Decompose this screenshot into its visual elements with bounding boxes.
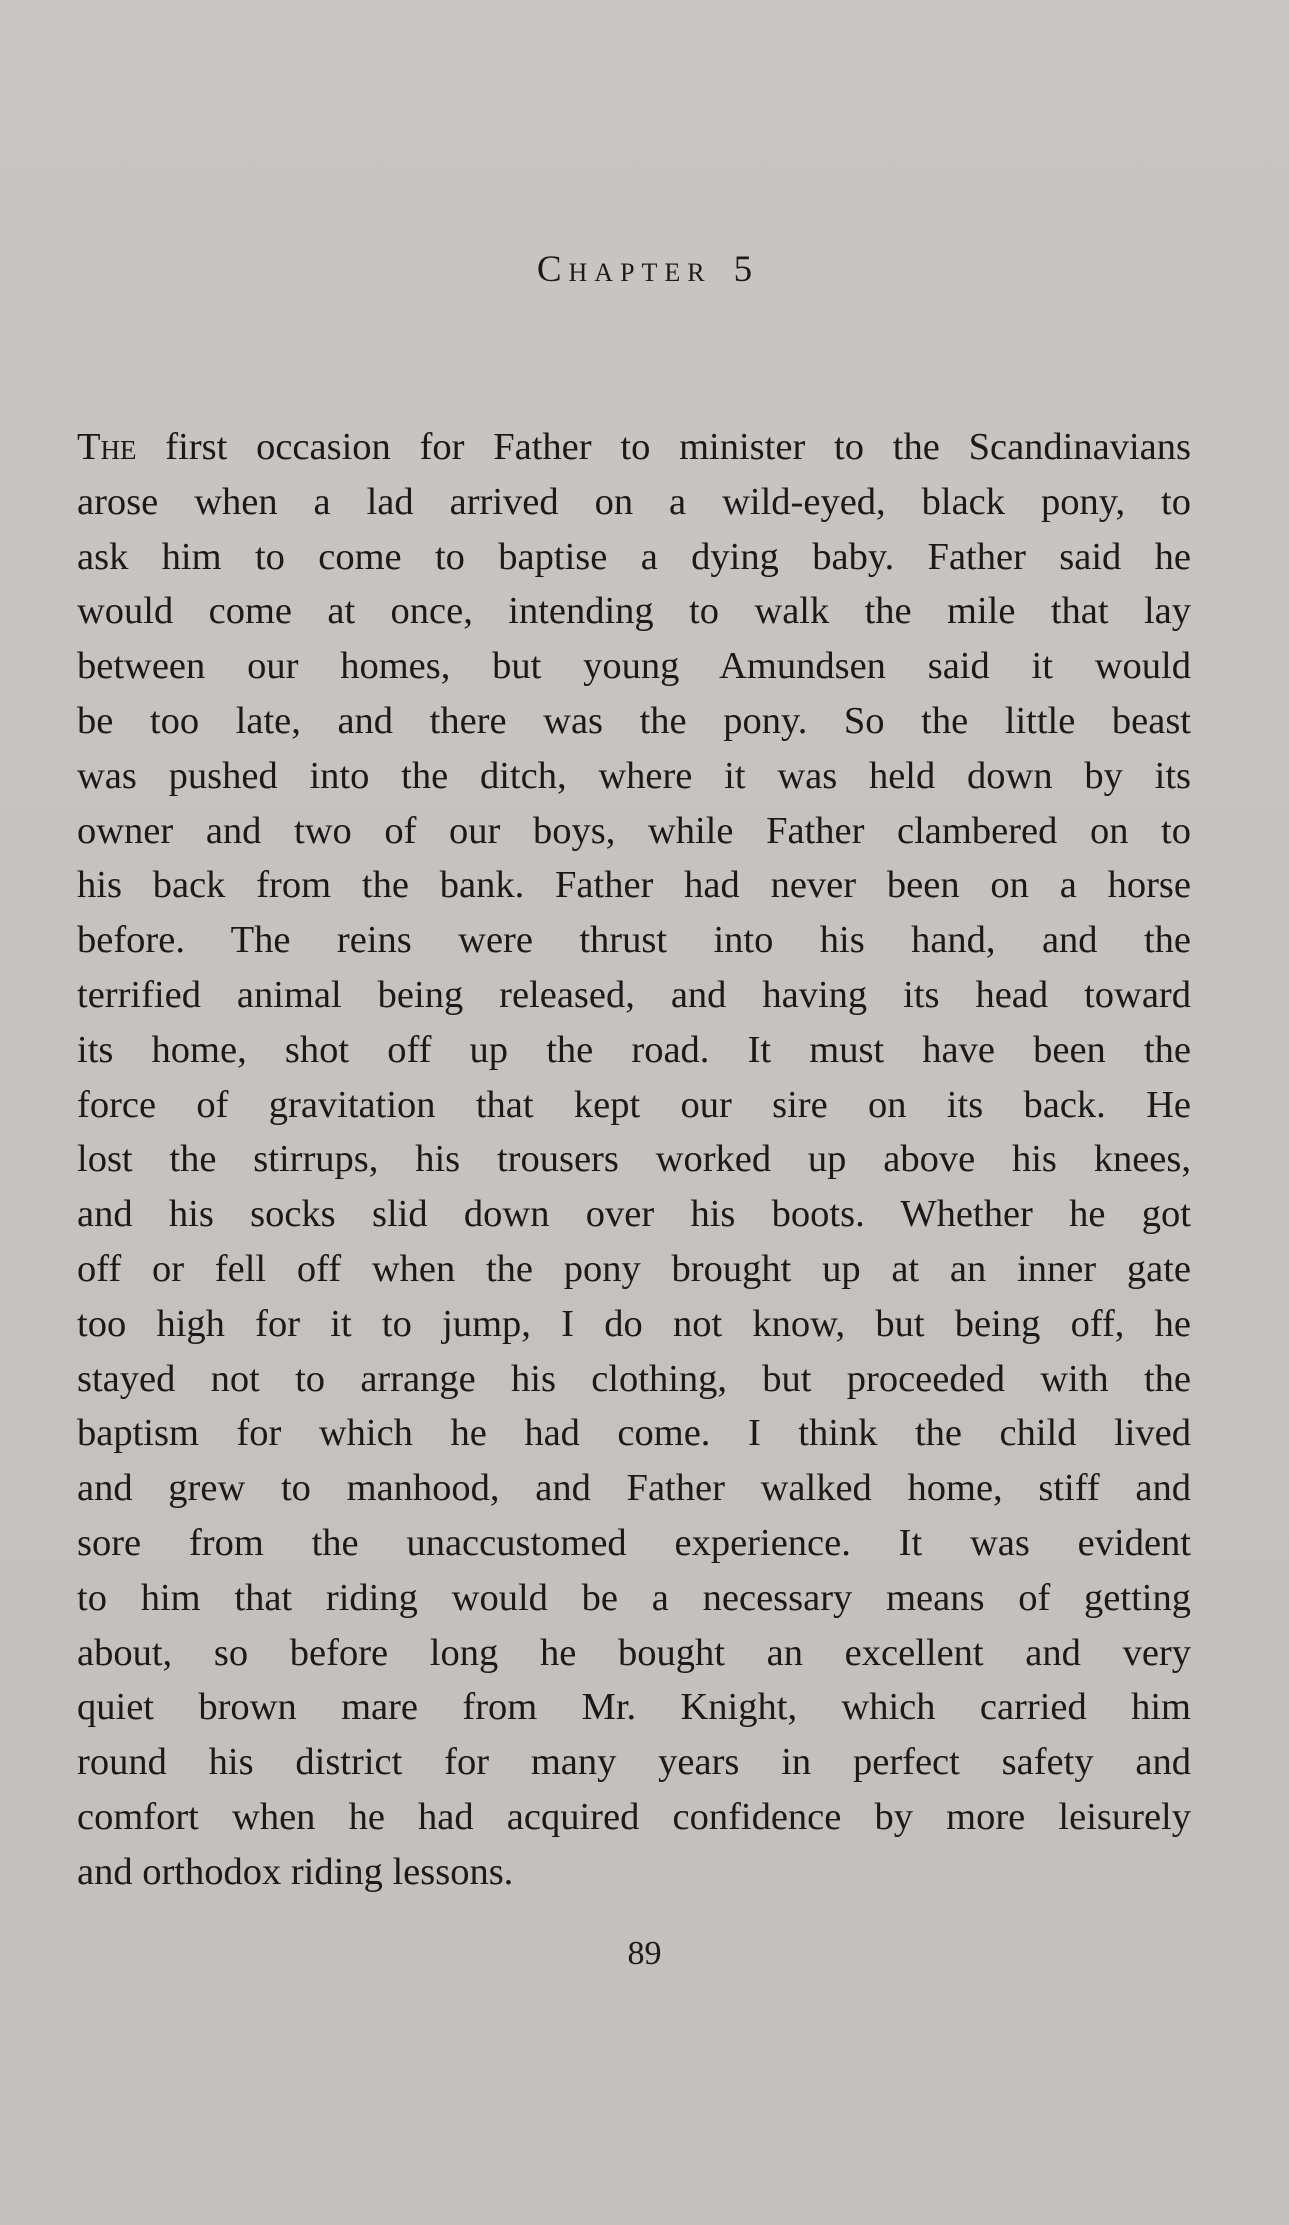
text-line: was pushed into the ditch, where it was held down by its: [77, 754, 1191, 797]
text-line: arose when a lad arrived on a wild-eyed, black pony, to: [77, 480, 1191, 523]
text-line: ask him to come to baptise a dying baby. Father said he: [77, 535, 1191, 578]
text-line: owner and two of our boys, while Father clambered on to: [77, 809, 1191, 852]
text-line: between our homes, but young Amundsen said it would: [77, 645, 1191, 688]
text-line: quiet brown mare from Mr. Knight, which carried him: [77, 1686, 1191, 1729]
text-line: its home, shot off up the road. It must have been the: [77, 1028, 1191, 1071]
text-line: sore from the unaccustomed experience. It was evident: [77, 1521, 1191, 1564]
text-line: terrified animal being released, and having its head toward: [77, 973, 1191, 1016]
chapter-word: Chapter: [536, 249, 712, 290]
text-line: comfort when he had acquired confidence by more leisurely: [77, 1795, 1191, 1838]
text-line: about, so before long he bought an excellent and very: [77, 1631, 1191, 1674]
text-line: before. The reins were thrust into his hand, and the: [77, 919, 1191, 962]
text-line: round his district for many years in perfect safety and: [77, 1741, 1191, 1784]
text-line: stayed not to arrange his clothing, but proceeded with the: [77, 1357, 1191, 1400]
text-line: too high for it to jump, I do not know, but being off, he: [77, 1302, 1191, 1345]
chapter-number: 5: [733, 249, 753, 290]
text-line: lost the stirrups, his trousers worked up above his knees,: [77, 1138, 1191, 1181]
page-number: 89: [627, 1935, 662, 1972]
text-line: his back from the bank. Father had never been on a horse: [77, 864, 1191, 907]
lead-word: The: [77, 426, 137, 468]
text-line: to him that riding would be a necessary means of getting: [77, 1576, 1191, 1619]
text-line: and grew to manhood, and Father walked home, stiff and: [77, 1467, 1191, 1510]
chapter-body: [77, 420, 1191, 1900]
text-line: and orthodox riding lessons.: [77, 1850, 514, 1893]
text-line: force of gravitation that kept our sire on its back. He: [77, 1083, 1191, 1126]
text-line: be too late, and there was the pony. So the little beast: [77, 699, 1191, 742]
text-line: The first occasion for Father to minister to the Scandinavians: [77, 426, 1191, 468]
text-line: and his socks slid down over his boots. Whether he got: [77, 1193, 1191, 1236]
chapter-heading: [0, 248, 1289, 291]
text-line: would come at once, intending to walk the mile that lay: [77, 590, 1191, 633]
text-line: baptism for which he had come. I think the child lived: [77, 1412, 1191, 1455]
text-line: off or fell off when the pony brought up at an inner gate: [77, 1247, 1191, 1290]
